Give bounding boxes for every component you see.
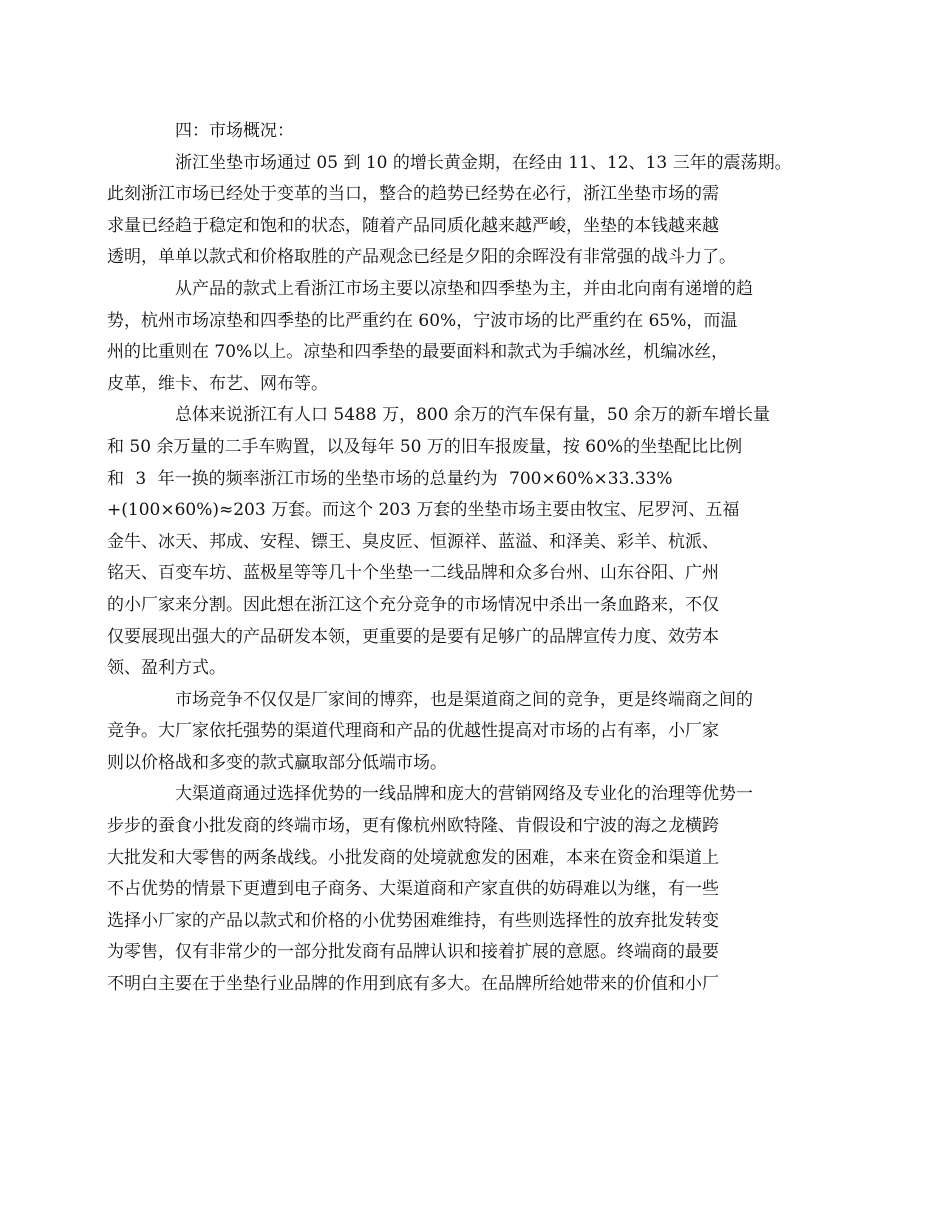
paragraph-market-overview — [107, 148, 801, 274]
text-line: 金牛、冰天、邦成、安程、镖王、臭皮匠、恒源祥、蓝溢、和泽美、彩羊、杭派、 — [107, 531, 719, 552]
paragraph-competition — [107, 685, 801, 780]
text-line: 从产品的款式上看浙江市场主要以凉垫和四季垫为主，并由北向南有递增的趋 — [175, 278, 753, 299]
text-line: 的小厂家来分割。因此想在浙江这个充分竞争的市场情况中杀出一条血路来，不仅 — [107, 594, 719, 615]
text-line: 不占优势的情景下更遭到电子商务、大渠道商和产家直供的妨碍难以为继，有一些 — [107, 879, 719, 900]
text-line: 大渠道商通过选择优势的一线品牌和庞大的营销网络及专业化的治理等优势一 — [175, 784, 753, 805]
text-line: 领、盈利方式。 — [107, 658, 226, 679]
paragraph-product-styles — [107, 274, 801, 400]
section-heading: 四：市场概况： — [175, 121, 294, 141]
text-line: 透明，单单以款式和价格取胜的产品观念已经是夕阳的余晖没有非常强的战斗力了。 — [107, 247, 736, 268]
text-line: 则以价格战和多变的款式赢取部分低端市场。 — [107, 752, 447, 773]
text-line: 竞争。大厂家依托强势的渠道代理商和产品的优越性提高对市场的占有率，小厂家 — [107, 721, 719, 742]
document-page — [107, 116, 801, 1001]
paragraph-channels — [107, 779, 801, 1000]
text-line: 浙江坐垫市场通过 05 到 10 的增长黄金期，在经由 11、12、13 三年的震荡期。 — [175, 152, 792, 173]
text-line: 仅要展现出强大的产品研发本领，更重要的是要有足够广的品牌宣传力度、效劳本 — [107, 626, 719, 647]
text-line: 求量已经趋于稳定和饱和的状态，随着产品同质化越来越严峻，坐垫的本钱越来越 — [107, 215, 719, 236]
text-line: 和 3 年一换的频率浙江市场的坐垫市场的总量约为 700×60%×33.33% — [107, 468, 673, 489]
text-line: 大批发和大零售的两条战线。小批发商的处境就愈发的困难，本来在资金和渠道上 — [107, 847, 719, 868]
text-line: 不明白主要在于坐垫行业品牌的作用到底有多大。在品牌所给她带来的价值和小厂 — [107, 974, 719, 995]
text-line: 皮革，维卡、布艺、网布等。 — [107, 373, 328, 394]
text-line: 和 50 余万量的二手车购置，以及每年 50 万的旧车报废量，按 60%的坐垫配比比例 — [107, 436, 743, 457]
text-line: 州的比重则在 70%以上。凉垫和四季垫的最要面料和款式为手编冰丝，机编冰丝， — [107, 342, 729, 363]
text-line: 为零售，仅有非常少的一部分批发商有品牌认识和接着扩展的意愿。终端商的最要 — [107, 942, 719, 963]
paragraph-market-size — [107, 400, 801, 684]
text-line: 铭天、百变车坊、蓝极星等等几十个坐垫一二线品牌和众多台州、山东谷阳、广州 — [107, 563, 719, 584]
text-line: 选择小厂家的产品以款式和价格的小优势困难维持，有些则选择性的放弃批发转变 — [107, 910, 719, 931]
text-line: 势，杭州市场凉垫和四季垫的比严重约在 60%，宁波市场的比严重约在 65%，而温 — [107, 310, 738, 331]
text-line: 步步的蚕食小批发商的终端市场，更有像杭州欧特隆、肯假设和宁波的海之龙横跨 — [107, 816, 719, 837]
text-line: 总体来说浙江有人口 5488 万，800 余万的汽车保有量，50 余万的新车增长量 — [175, 405, 770, 426]
text-line: 市场竞争不仅仅是厂家间的博弈，也是渠道商之间的竞争，更是终端商之间的 — [175, 689, 753, 710]
text-line: 此刻浙江市场已经处于变革的当口，整合的趋势已经势在必行，浙江坐垫市场的需 — [107, 184, 719, 205]
text-line: +(100×60%)≈203 万套。而这个 203 万套的坐垫市场主要由牧宝、尼罗河、五福 — [107, 500, 740, 521]
